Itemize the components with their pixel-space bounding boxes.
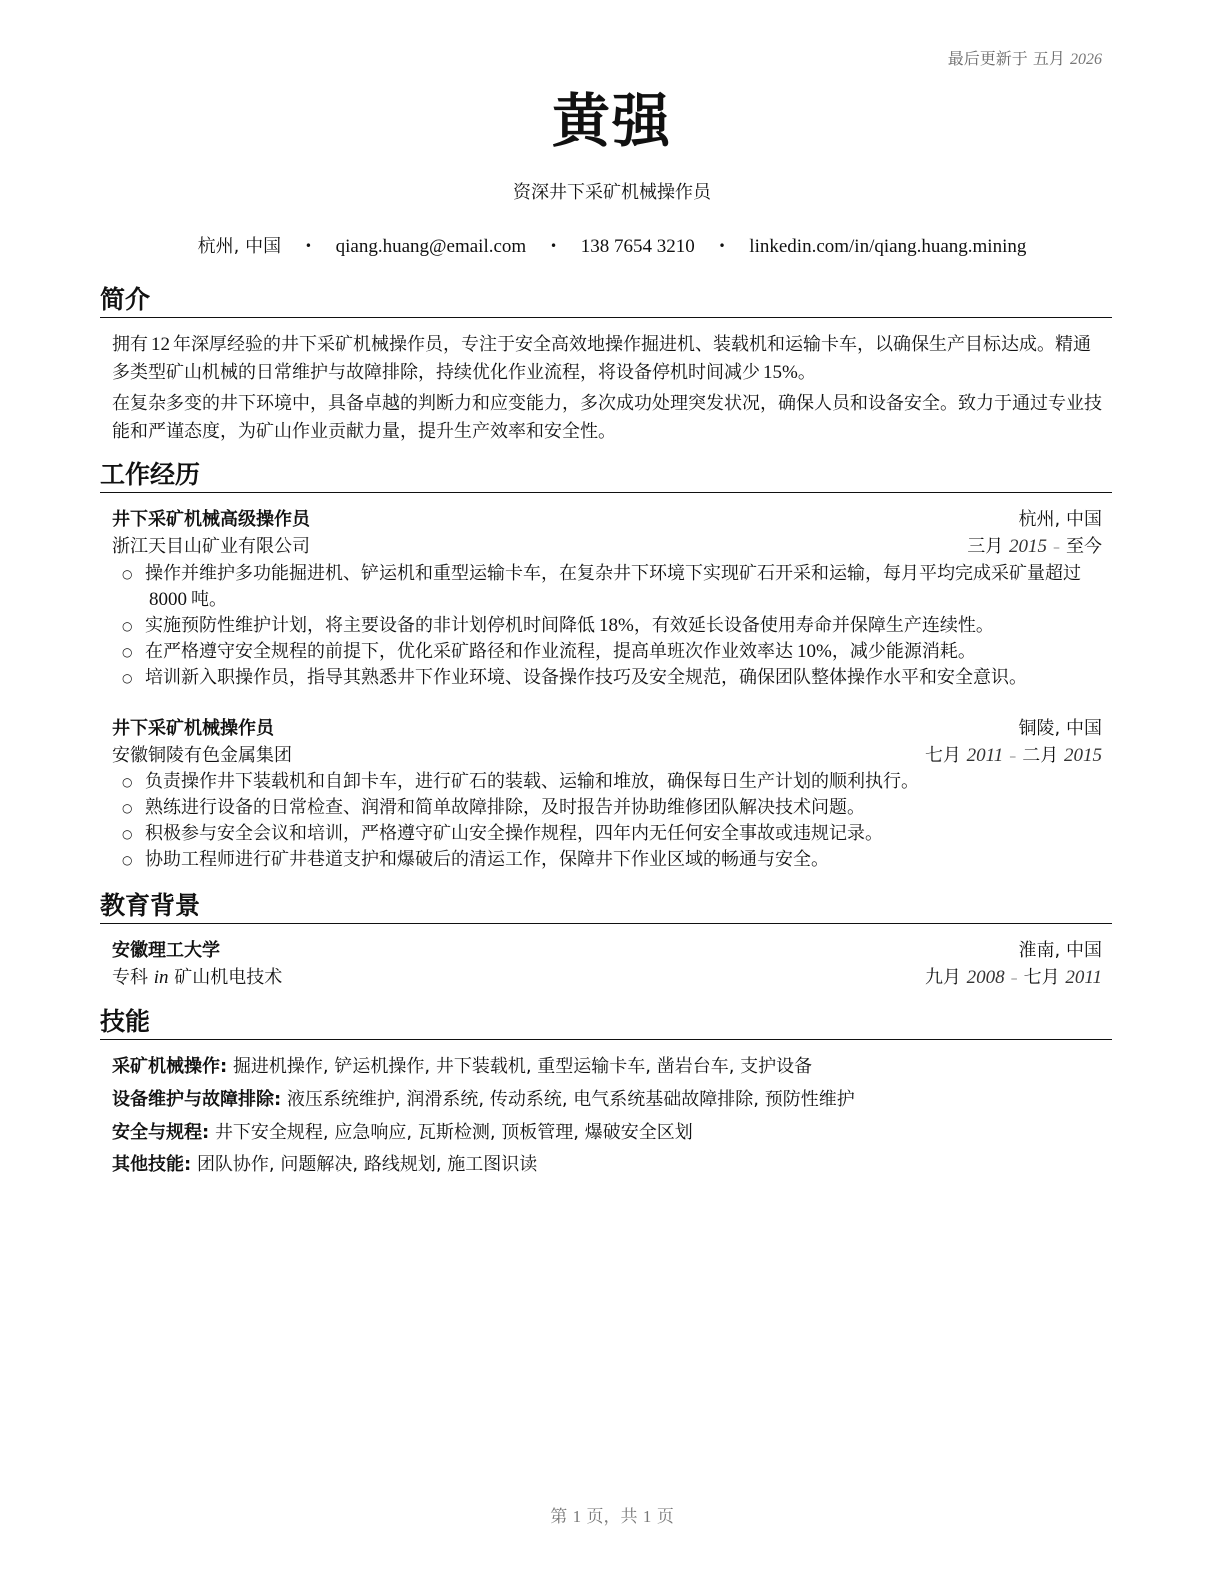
number: 10% bbox=[797, 641, 832, 662]
job-2-subheader bbox=[112, 742, 1102, 769]
end-year: 2015 bbox=[1064, 745, 1102, 766]
percent-number: 15% bbox=[763, 362, 798, 383]
date-dash: – bbox=[1053, 540, 1060, 556]
text: 协助工程师进行矿井巷道支护和爆破后的清运工作，保障井下作业区域的畅通与安全。 bbox=[145, 849, 829, 870]
last-updated-prefix: 最后更新于 bbox=[947, 49, 1028, 68]
job-1-header bbox=[112, 506, 1102, 533]
start-month: 九月 bbox=[924, 967, 961, 988]
contact-phone: 138 7654 3210 bbox=[580, 236, 695, 257]
job-2-bullets bbox=[112, 769, 1108, 873]
end-month: 二月 bbox=[1022, 745, 1059, 766]
start-year: 2015 bbox=[1009, 536, 1047, 557]
contact-email-link[interactable]: qiang.huang@email.com bbox=[335, 236, 527, 257]
education-subheader bbox=[112, 964, 1102, 991]
start-year: 2008 bbox=[966, 967, 1005, 988]
education-degree bbox=[112, 964, 282, 991]
text: 页 bbox=[656, 1507, 674, 1527]
text: 。 bbox=[797, 362, 816, 383]
bullet-separator: • bbox=[304, 239, 312, 253]
skill-row bbox=[112, 1053, 1108, 1080]
job-1-dates bbox=[967, 533, 1102, 562]
circle-bullet-icon: ○ bbox=[122, 645, 133, 659]
job-2-location: 铜陵, 中国 bbox=[1018, 718, 1102, 739]
last-updated-month: 五月 bbox=[1032, 49, 1065, 68]
person-name: 黄强 bbox=[551, 87, 672, 155]
text: ，减少能源消耗。 bbox=[831, 641, 976, 662]
circle-bullet-icon: ○ bbox=[122, 853, 133, 867]
list-item bbox=[112, 665, 1108, 691]
start-month: 三月 bbox=[967, 536, 1004, 557]
text: 拥有 bbox=[112, 334, 148, 355]
circle-bullet-icon: ○ bbox=[122, 827, 133, 841]
circle-bullet-icon: ○ bbox=[122, 671, 133, 685]
skill-value: 掘进机操作, 铲运机操作, 井下装载机, 重型运输卡车, 凿岩台车, 支护设备 bbox=[232, 1056, 813, 1077]
page-total: 1 bbox=[642, 1507, 652, 1526]
skill-label: 其他技能: bbox=[112, 1154, 192, 1175]
list-item bbox=[112, 769, 1108, 795]
skill-row bbox=[112, 1119, 1108, 1146]
section-title-education: 教育背景 bbox=[100, 890, 1112, 924]
major: 矿山机电技术 bbox=[174, 967, 283, 988]
text: 第 bbox=[550, 1507, 568, 1527]
skill-label: 设备维护与故障排除: bbox=[112, 1089, 282, 1110]
circle-bullet-icon: ○ bbox=[122, 775, 133, 789]
bullet-separator: • bbox=[718, 239, 726, 253]
headline: 资深井下采矿机械操作员 bbox=[513, 182, 711, 203]
list-item bbox=[112, 795, 1108, 821]
summary-paragraph-2: 在复杂多变的井下环境中，具备卓越的判断力和应变能力，多次成功处理突发状况，确保人员和设备安全。致力于通过专业技能和严谨态度，为矿山作业贡献力量，提升生产效率和安全性。 bbox=[112, 393, 1102, 442]
section-title-experience: 工作经历 bbox=[100, 459, 1112, 493]
text: 负责操作井下装载机和自卸卡车，进行矿石的装载、运输和堆放，确保每日生产计划的顺利执行。 bbox=[145, 771, 919, 792]
list-item bbox=[112, 561, 1108, 613]
number: 18% bbox=[599, 615, 634, 636]
last-updated bbox=[948, 46, 1102, 69]
text: 年深厚经验的井下采矿机械操作员，专注于安全高效地操作掘进机、装载机和运输卡车，以确保生产目标达成。精通多类型矿山机械的日常维护与故障排除，持续优化作业流程，将设备停机时间减少 bbox=[112, 334, 1091, 383]
skill-label: 采矿机械操作: bbox=[112, 1056, 228, 1077]
circle-bullet-icon: ○ bbox=[122, 567, 133, 581]
contact-linkedin-link[interactable]: linkedin.com/in/qiang.huang.mining bbox=[749, 236, 1027, 257]
start-year: 2011 bbox=[966, 745, 1004, 766]
summary-paragraph-1 bbox=[112, 331, 1108, 387]
contact-location: 杭州, 中国 bbox=[197, 236, 282, 257]
skill-row bbox=[112, 1151, 1108, 1178]
text: ，有效延长设备使用寿命并保障生产连续性。 bbox=[633, 615, 994, 636]
text: 吨。 bbox=[191, 589, 227, 610]
text: 页，共 bbox=[586, 1507, 638, 1527]
education-dates bbox=[925, 964, 1102, 993]
education-school: 安徽理工大学 bbox=[112, 940, 220, 961]
education-location: 淮南, 中国 bbox=[1018, 940, 1102, 961]
skill-value: 井下安全规程, 应急响应, 瓦斯检测, 顶板管理, 爆破安全区划 bbox=[214, 1122, 693, 1143]
job-1-subheader bbox=[112, 533, 1102, 560]
education-header bbox=[112, 937, 1102, 964]
end-month: 七月 bbox=[1023, 967, 1060, 988]
section-title-summary: 简介 bbox=[100, 284, 1112, 318]
list-item bbox=[112, 847, 1108, 873]
skill-row bbox=[112, 1086, 1108, 1113]
start-month: 七月 bbox=[924, 745, 961, 766]
job-2-header bbox=[112, 715, 1102, 742]
end-text: 至今 bbox=[1066, 536, 1102, 557]
text: 培训新入职操作员，指导其熟悉井下作业环境、设备操作技巧及安全规范，确保团队整体操作水平和安全意识。 bbox=[145, 667, 1027, 688]
date-dash: – bbox=[1010, 971, 1018, 987]
bullet-separator: • bbox=[549, 239, 558, 253]
years-number: 12 bbox=[151, 334, 170, 355]
list-item bbox=[112, 821, 1108, 847]
job-1-role: 井下采矿机械高级操作员 bbox=[112, 509, 310, 530]
job-1-location: 杭州, 中国 bbox=[1018, 509, 1102, 530]
job-1-company: 浙江天目山矿业有限公司 bbox=[112, 536, 310, 557]
text: 熟练进行设备的日常检查、润滑和简单故障排除，及时报告并协助维修团队解决技术问题。 bbox=[145, 797, 865, 818]
skill-value: 液压系统维护, 润滑系统, 传动系统, 电气系统基础故障排除, 预防性维护 bbox=[286, 1089, 855, 1110]
end-year: 2011 bbox=[1065, 967, 1102, 988]
section-title-skills: 技能 bbox=[100, 1006, 1112, 1040]
list-item bbox=[112, 639, 1108, 665]
text: 实施预防性维护计划，将主要设备的非计划停机时间降低 bbox=[145, 615, 595, 636]
circle-bullet-icon: ○ bbox=[122, 619, 133, 633]
number: 8000 bbox=[149, 589, 187, 610]
skill-label: 安全与规程: bbox=[112, 1122, 210, 1143]
job-2-role: 井下采矿机械操作员 bbox=[112, 718, 274, 739]
list-item bbox=[112, 613, 1108, 639]
in-word: in bbox=[153, 967, 169, 988]
last-updated-year: 2026 bbox=[1070, 51, 1102, 68]
circle-bullet-icon: ○ bbox=[122, 801, 133, 815]
page-number-footer bbox=[0, 1502, 1224, 1527]
page-current: 1 bbox=[572, 1507, 582, 1526]
job-1-bullets bbox=[112, 561, 1108, 691]
text: 积极参与安全会议和培训，严格遵守矿山安全操作规程，四年内无任何安全事故或违规记录。 bbox=[145, 823, 883, 844]
text: 在严格遵守安全规程的前提下，优化采矿路径和作业流程，提高单班次作业效率达 bbox=[145, 641, 793, 662]
skill-value: 团队协作, 问题解决, 路线规划, 施工图识读 bbox=[196, 1154, 538, 1175]
job-2-company: 安徽铜陵有色金属集团 bbox=[112, 745, 292, 766]
contact-line bbox=[0, 232, 1224, 258]
job-2-dates bbox=[925, 742, 1102, 771]
date-dash: – bbox=[1009, 749, 1017, 765]
text: 操作并维护多功能掘进机、铲运机和重型运输卡车，在复杂井下环境下实现矿石开采和运输，每月平均完成采矿量超过 bbox=[145, 563, 1081, 584]
degree: 专科 bbox=[112, 967, 148, 988]
